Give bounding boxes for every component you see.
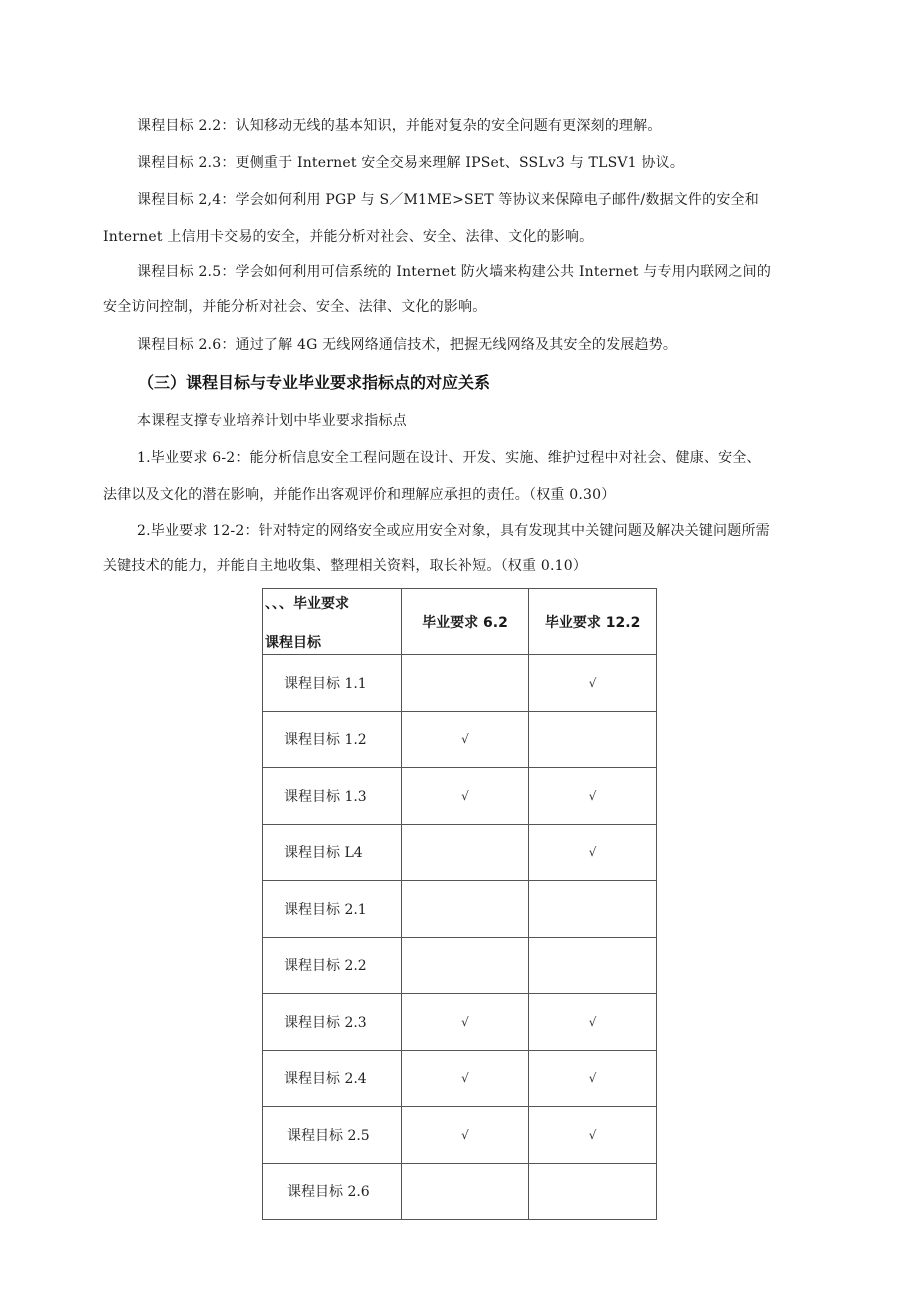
- cell-req-12-2: [529, 824, 657, 881]
- table-header-row: [263, 589, 657, 655]
- cell-req-12-2: [529, 1163, 657, 1220]
- row-goal-label: 课程目标 2.5: [263, 1107, 402, 1164]
- check-mark: √: [461, 1071, 469, 1086]
- table-row: [263, 655, 657, 712]
- paragraph-goal-2-5-line2: 安全访问控制，并能分析对社会、安全、法律、文化的影响。: [103, 299, 487, 315]
- paragraph-goal-2-6: 课程目标 2.6：通过了解 4G 无线网络通信技术，把握无线网络及其安全的发展趋势。: [137, 337, 678, 353]
- paragraph-goal-2-3: 课程目标 2.3：更侧重于 Internet 安全交易来理解 IPSet、SSLv3 与 TLSV1 协议。: [137, 155, 685, 171]
- cell-req-12-2: [529, 1107, 657, 1164]
- goal-requirement-matrix: [262, 588, 657, 1220]
- cell-req-6-2: [401, 655, 529, 712]
- cell-req-6-2: [401, 937, 529, 994]
- paragraph-goal-2-4-line1: 课程目标 2,4：学会如何利用 PGP 与 S／M1ME>SET 等协议来保障电子邮件/数据文件的安全和: [137, 192, 759, 208]
- cell-req-6-2: [401, 1163, 529, 1220]
- paragraph-goal-2-2: 课程目标 2.2：认知移动无线的基本知识，并能对复杂的安全问题有更深刻的理解。: [137, 118, 662, 134]
- row-goal-label: 课程目标 2.3: [263, 994, 402, 1051]
- check-mark: √: [588, 1127, 597, 1142]
- check-mark: √: [588, 1014, 597, 1029]
- row-goal-label: 课程目标 2.1: [263, 881, 402, 938]
- cell-req-12-2: [529, 937, 657, 994]
- intro-text: 本课程支撑专业培养计划中毕业要求指标点: [137, 413, 407, 429]
- check-mark: √: [588, 1071, 597, 1086]
- table-row: [263, 768, 657, 825]
- row-goal-label: 课程目标 1.2: [263, 711, 402, 768]
- corner-label-goal: 课程目标: [265, 635, 321, 651]
- table-row: [263, 881, 657, 938]
- check-mark: √: [461, 788, 469, 803]
- table-row: [263, 711, 657, 768]
- column-header-req-12-2: 毕业要求 12.2: [529, 589, 657, 655]
- cell-req-12-2: [529, 994, 657, 1051]
- cell-req-12-2: [529, 768, 657, 825]
- cell-req-6-2: [401, 1107, 529, 1164]
- row-goal-label: 课程目标 2.6: [263, 1163, 402, 1220]
- cell-req-6-2: [401, 711, 529, 768]
- section-heading: （三）课程目标与专业毕业要求指标点的对应关系: [138, 373, 491, 392]
- table-row: [263, 994, 657, 1051]
- paragraph-goal-2-4-line2: Internet 上信用卡交易的安全，并能分析对社会、安全、法律、文化的影响。: [103, 229, 594, 245]
- cell-req-12-2: [529, 655, 657, 712]
- row-goal-label: 课程目标 2.4: [263, 1050, 402, 1107]
- requirement-1-line1: 1.毕业要求 6-2：能分析信息安全工程问题在设计、开发、实施、维护过程中对社会、健康、安全、: [137, 450, 761, 466]
- check-mark: √: [588, 675, 597, 690]
- corner-label-requirement: 、、、毕业要求: [265, 596, 349, 612]
- column-header-req-6-2: 毕业要求 6.2: [401, 589, 529, 655]
- check-mark: √: [461, 1127, 469, 1142]
- table-row: [263, 1107, 657, 1164]
- table-row: [263, 1050, 657, 1107]
- check-mark: √: [461, 732, 469, 747]
- row-goal-label: 课程目标 1.1: [263, 655, 402, 712]
- check-mark: √: [588, 788, 597, 803]
- row-goal-label: 课程目标 2.2: [263, 937, 402, 994]
- cell-req-12-2: [529, 1050, 657, 1107]
- requirement-2-line2: 关键技术的能力，并能自主地收集、整理相关资料，取长补短。（权重 0.10）: [103, 558, 588, 574]
- row-goal-label: 课程目标 L4: [263, 824, 402, 881]
- requirement-2-line1: 2.毕业要求 12-2：针对特定的网络安全或应用安全对象，具有发现其中关键问题及解决关键问题所需: [137, 523, 770, 539]
- cell-req-12-2: [529, 881, 657, 938]
- paragraph-goal-2-5-line1: 课程目标 2.5：学会如何利用可信系统的 Internet 防火墙来构建公共 Internet 与专用内联网之间的: [137, 264, 772, 280]
- table-corner-header: [263, 589, 402, 655]
- requirement-1-line2: 法律以及文化的潜在影响，并能作出客观评价和理解应承担的责任。（权重 0.30）: [103, 487, 616, 503]
- check-mark: √: [461, 1014, 469, 1029]
- cell-req-6-2: [401, 824, 529, 881]
- row-goal-label: 课程目标 1.3: [263, 768, 402, 825]
- cell-req-6-2: [401, 1050, 529, 1107]
- check-mark: √: [588, 845, 597, 860]
- table-row: [263, 937, 657, 994]
- cell-req-12-2: [529, 711, 657, 768]
- cell-req-6-2: [401, 994, 529, 1051]
- table-row: [263, 1163, 657, 1220]
- cell-req-6-2: [401, 881, 529, 938]
- cell-req-6-2: [401, 768, 529, 825]
- table-row: [263, 824, 657, 881]
